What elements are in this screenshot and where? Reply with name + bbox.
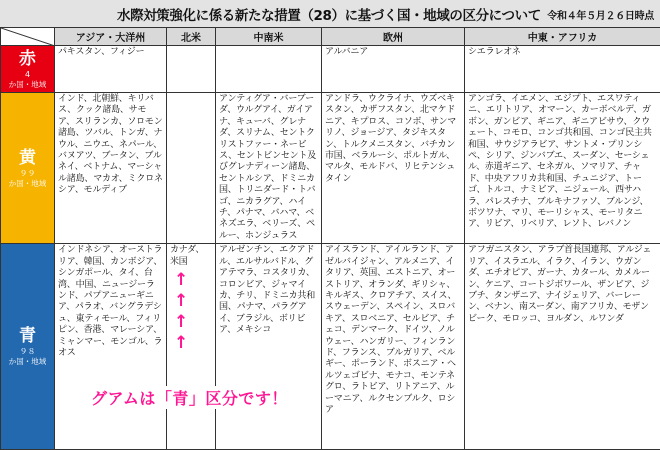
- category-unit: か国・地域: [1, 357, 54, 367]
- category-name: 黄: [1, 148, 54, 168]
- column-header-latin-america: 中南米: [216, 28, 322, 46]
- column-header-mideast-africa: 中東・アフリカ: [465, 28, 660, 46]
- cell-yellow-latin-america: アンティグア・バーブーダ、ウルグアイ、ガイアナ、キューバ、グレナダ、スリナム、セントクリストファー・ネービス、セントビンセント及びグレナディーン諸島、セントルシア、ドミニカ国、トリニダード・トバゴ、ニカラグア、ハイチ、パナマ、バハマ、ベネズエラ、ベリーズ、ペルー、ホンジュラス: [216, 93, 322, 244]
- column-header-europe: 欧州: [322, 28, 465, 46]
- column-header-asia: アジア・大洋州: [55, 28, 167, 46]
- cell-red-north-america: [167, 46, 216, 93]
- guam-annotation: グアムは「青」区分です！: [91, 386, 288, 409]
- category-name: 赤: [1, 49, 54, 69]
- category-label-blue: [1, 244, 55, 450]
- cell-red-europe: アルバニア: [322, 46, 465, 93]
- diagonal-line-icon: [1, 28, 55, 46]
- cell-blue-mideast-africa: アフガニスタン、アラブ首長国連邦、アルジェリア、イスラエル、イラク、イラン、ウガンダ、エチオピア、ガーナ、カタール、カメルーン、ケニア、コートジボワール、ザンビア、ジブチ、タンザニア、ナイジェリア、バーレーン、ベナン、南スーダン、南アフリカ、モザンビーク、モロッコ、ヨルダン、ルワンダ: [465, 244, 660, 450]
- cell-yellow-north-america: [167, 93, 216, 244]
- category-label-yellow: [1, 93, 55, 244]
- cell-blue-north-america-container: [167, 244, 216, 450]
- table-row-blue: [1, 244, 660, 450]
- table-row-red: [1, 46, 660, 93]
- category-name: 青: [1, 326, 54, 346]
- cell-blue-north-america: カナダ、米国: [170, 245, 212, 268]
- category-unit: か国・地域: [1, 80, 54, 90]
- document-title-bar: [0, 0, 660, 27]
- category-label-red: [1, 46, 55, 93]
- cell-yellow-europe: アンドラ、ウクライナ、ウズベキスタン、カザフスタン、北マケドニア、キプロス、コソボ、サンマリノ、ジョージア、タジキスタン、トルクメニスタン、バチカン市国、ベラルーシ、ポルトガル、マルタ、モルドバ、リヒテンシュタイン: [322, 93, 465, 244]
- category-unit: か国・地域: [1, 179, 54, 189]
- category-count: 4: [1, 69, 54, 80]
- cell-red-mideast-africa: シエラレオネ: [465, 46, 660, 93]
- table-row-yellow: [1, 93, 660, 244]
- category-count: ９８: [1, 346, 54, 357]
- cell-blue-asia: インドネシア、オーストラリア、韓国、カンボジア、シンガポール、タイ、台湾、中国、ニュージーランド、パプアニューギニア、パラオ、バングラデシュ、東ティモール、フィリピン、香港、マレーシア、ミャンマー、モンゴル、ラオス: [55, 244, 167, 450]
- cell-red-asia: パキスタン、フィジー: [55, 46, 167, 93]
- up-arrows-icon: ↑ ↑ ↑ ↑: [174, 270, 188, 354]
- cell-red-latin-america: [216, 46, 322, 93]
- column-header-north-america: 北米: [167, 28, 216, 46]
- date-stamp: 令和４年５月２６日時点: [547, 7, 654, 22]
- cell-blue-latin-america: アルゼンチン、エクアドル、エルサルバドル、グアテマラ、コスタリカ、コロンビア、ジャマイカ、チリ、ドミニカ共和国、パナマ、パラグアイ、ブラジル、ボリビア、メキシコ: [216, 244, 322, 450]
- category-count: ９９: [1, 168, 54, 179]
- page-title: 水際対策強化に係る新たな措置（28）に基づく国・地域の区分について: [117, 4, 541, 24]
- cell-yellow-mideast-africa: アンゴラ、イエメン、エジプト、エスワティニ、エリトリア、オマーン、カーボベルデ、ガボン、ガンビア、ギニア、ギニアビサウ、クウェート、コモロ、コンゴ共和国、コンゴ民主共和国、サウジアラビア、サントメ・プリンシペ、シリア、ジンバブエ、スーダン、セーシェル、赤道ギニア、セネガル、ソマリア、チャド、中央アフリカ共和国、チュニジア、トーゴ、トルコ、ナミビア、ニジェール、西サハラ、パレスチナ、ブルキナファソ、ブルンジ、ボツワナ、マリ、モーリシャス、モーリタニア、リビア、リベリア、レソト、レバノン: [465, 93, 660, 244]
- cell-yellow-asia: インド、北朝鮮、キリバス、クック諸島、サモア、スリランカ、ソロモン諸島、ツバル、トンガ、ナウル、ニウエ、ネパール、バヌアツ、ブータン、ブルネイ、ベトナム、マーシャル諸島、マカオ、ミクロネシア、モルディブ: [55, 93, 167, 244]
- cell-blue-europe: アイスランド、アイルランド、アゼルバイジャン、アルメニア、イタリア、英国、エストニア、オーストリア、オランダ、ギリシャ、キルギス、クロアチア、スイス、スウェーデン、スペイン、スロバキア、スロベニア、セルビア、チェコ、デンマーク、ドイツ、ノルウェー、ハンガリー、フィンランド、フランス、ブルガリア、ベルギー、ポーランド、ボスニア・ヘルツェゴビナ、モナコ、モンテネグロ、ラトビア、リトアニア、ルーマニア、ルクセンブルク、ロシア: [322, 244, 465, 450]
- corner-cell: [1, 28, 55, 46]
